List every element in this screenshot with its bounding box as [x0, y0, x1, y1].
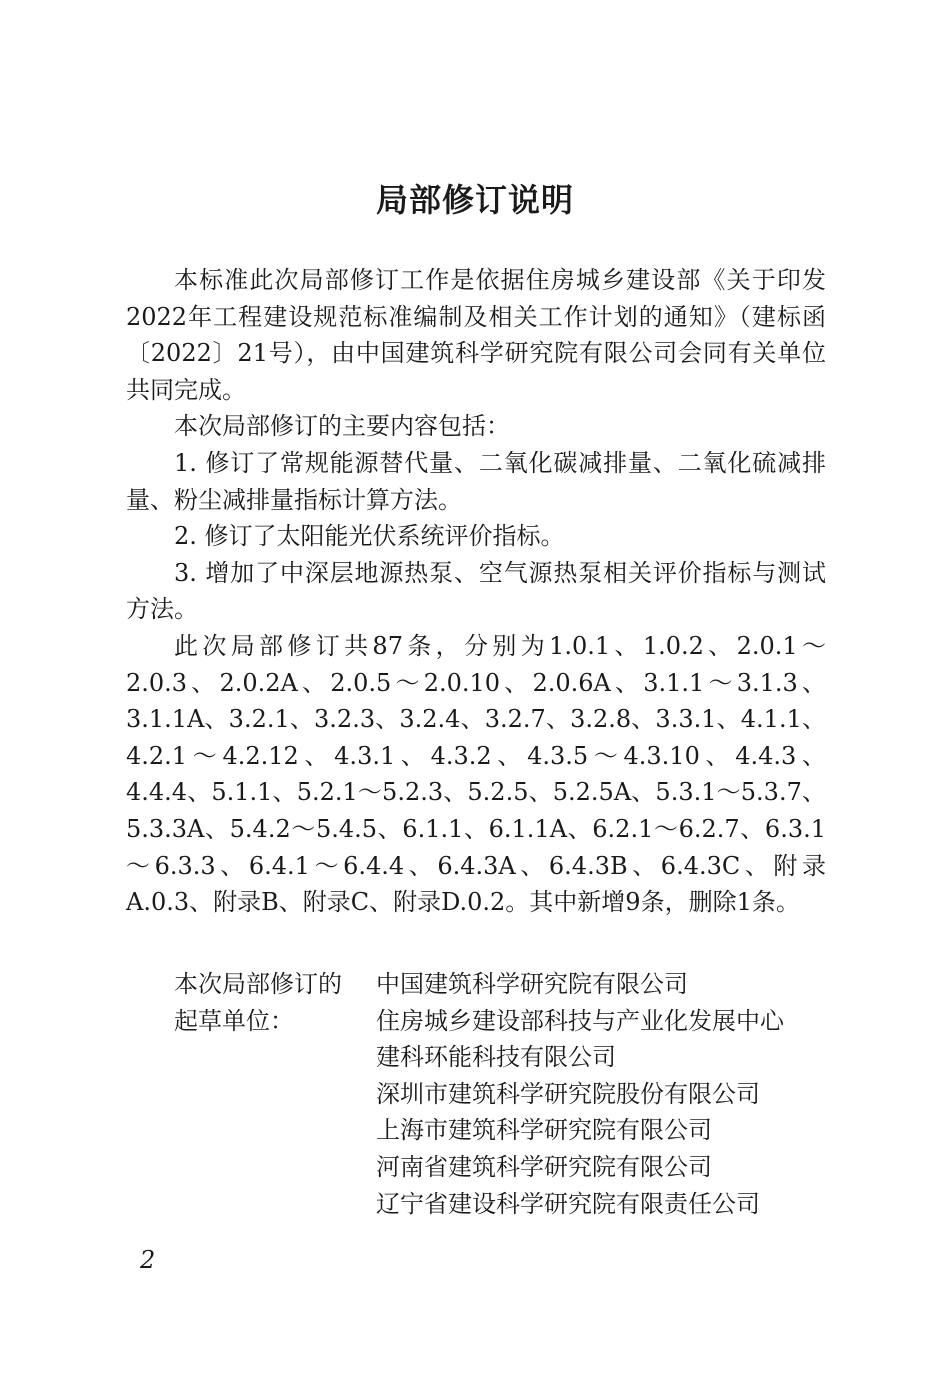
drafting-unit: 上海市建筑科学研究院有限公司 — [376, 1116, 712, 1145]
drafting-units-label-line1: 本次局部修订的 — [174, 970, 342, 998]
drafting-units-label-line2: 起草单位： — [174, 1006, 294, 1035]
paragraph-item-3: 3. 增加了中深层地源热泵、空气源热泵相关评价指标与测试方法。 — [126, 558, 826, 624]
drafting-unit: 河南省建筑科学研究院有限公司 — [376, 1152, 712, 1181]
page-title: 局部修订说明 — [375, 181, 574, 219]
revision-description — [126, 262, 826, 921]
drafting-unit: 辽宁省建设科学研究院有限责任公司 — [376, 1189, 760, 1218]
paragraph-item-1: 1. 修订了常规能源替代量、二氧化碳减排量、二氧化硫减排量、粉尘减排量指标计算方法。 — [126, 448, 826, 514]
paragraph-basis: 本标准此次局部修订工作是依据住房城乡建设部《关于印发2022年工程建设规范标准编制及相关工作计划的通知》（建标函〔2022〕21号），由中国建筑科学研究院有限公司会同有关单位共同完成。 — [126, 266, 826, 404]
drafting-unit: 深圳市建筑科学研究院股份有限公司 — [376, 1079, 760, 1108]
paragraph-content-intro: 本次局部修订的主要内容包括： — [174, 412, 510, 441]
drafting-unit: 住房城乡建设部科技与产业化发展中心 — [376, 1006, 784, 1035]
drafting-unit-list — [376, 966, 784, 1222]
drafting-unit: 中国建筑科学研究院有限公司 — [376, 970, 688, 998]
page-number: 2 — [140, 1246, 156, 1274]
drafting-unit: 建科环能科技有限公司 — [376, 1043, 616, 1072]
paragraph-clause-list: 此次局部修订共87条，分别为1.0.1、1.0.2、2.0.1～2.0.3、2.0.2A、2.0.5～2.0.10、2.0.6A、3.1.1～3.1.3、3.1.1A、3.2.1、3.2.3、3.2.4、3.2.7、3.2.8、3.3.1、4.1.1、4.2.1～4.2.12、4.3.1、4.3.2、4.3.5～4.3.10、4.4.3、4.4.4、5.1.1、5.2.1～5.2.3、5.2.5、5.2.5A、5.3.1～5.3.7、5.3.3A、5.4.2～5.4.5、6.1.1、6.1.1A、6.2.1～6.2.7、6.3.1～6.3.3、6.4.1～6.4.4、6.4.3A、6.4.3B、6.4.3C、附录A.0.3、附录B、附录C、附录D.0.2。其中新增9条，删除1条。 — [126, 631, 826, 917]
paragraph-item-2: 2. 修订了太阳能光伏系统评价指标。 — [174, 522, 565, 551]
drafting-units-label — [174, 966, 364, 1039]
